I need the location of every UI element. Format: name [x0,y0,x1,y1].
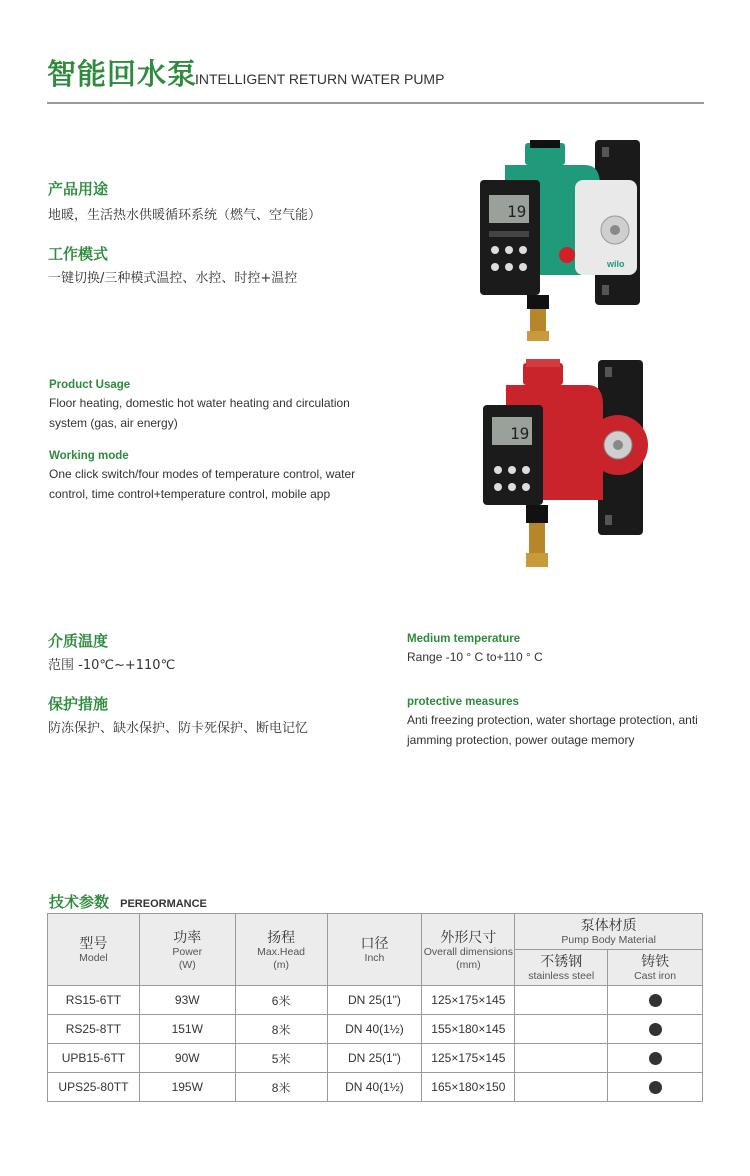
mode-text-en [49,464,389,504]
specs-title-en: PEREORMANCE [120,898,207,910]
cell-cast [608,986,703,1015]
header-cast-en: Cast iron [634,970,677,982]
cell-dims: 125×175×145 [422,986,515,1015]
header-power [139,914,235,986]
cell-power: 195W [139,1073,235,1102]
cell-inch: DN 25(1") [327,986,422,1015]
protection-line-1: Anti freezing protection, water shortage protection, anti [407,713,698,727]
display-digit: 19 [507,202,527,221]
table-row [48,1044,703,1073]
mode-line-2: control, time control+temperature control, mobile app [49,487,331,501]
header-stainless-cn: 不锈钢 [540,953,583,969]
header-head [235,914,327,986]
usage-text-en [49,393,389,433]
medium-text-en: Range -10 ° C to+110 ° C [407,650,543,664]
cell-cast [608,1073,703,1102]
header-material [515,914,703,950]
header-dims-en1: Overall dimensions [423,945,513,958]
medium-heading-en: Medium temperature [407,633,521,645]
cell-inch: DN 40(1½) [327,1015,422,1044]
header-cast [608,950,703,986]
header-model-cn: 型号 [79,935,108,951]
usage-text-cn: 地暖，生活热水供暖循环系统（燃气、空气能） [48,208,322,223]
table-row [48,1073,703,1102]
header-head-en2: (m) [273,958,289,971]
filled-dot-icon [649,994,662,1007]
medium-text-cn: 范围 -10℃~+110℃ [48,658,176,673]
green-pump-image [475,135,660,345]
page-title-cn: 智能回水泵 [47,57,198,91]
brand-label: wilo [607,259,625,269]
table-row [48,1015,703,1044]
display-digit-red: 19 [510,424,530,443]
specs-table-body [48,986,703,1102]
filled-dot-icon [649,1052,662,1065]
header-head-en1: Max.Head [257,945,306,958]
mode-text-cn: 一键切换/三种模式温控、水控、时控+温控 [48,271,298,286]
cell-inch: DN 25(1") [327,1044,422,1073]
cell-power: 90W [139,1044,235,1073]
header-power-cn: 功率 [173,928,202,945]
header-material-cn: 泵体材质 [580,917,637,933]
cell-inch: DN 40(1½) [327,1073,422,1102]
header-model-en: Model [79,952,108,964]
cell-stainless [515,986,608,1015]
mode-line-1: One click switch/four modes of temperature control, water [49,467,356,481]
header-dims-en2: (mm) [456,958,481,971]
cell-head: 6米 [235,986,327,1015]
protection-heading-cn: 保护措施 [48,695,109,713]
page-title-en: INTELLIGENT RETURN WATER PUMP [195,71,445,87]
cell-dims: 125×175×145 [422,1044,515,1073]
usage-line-2: system (gas, air energy) [49,416,178,430]
cell-head: 8米 [235,1073,327,1102]
header-material-en: Pump Body Material [561,934,656,946]
cell-head: 8米 [235,1015,327,1044]
header-model [48,914,140,986]
cell-dims: 165×180×150 [422,1073,515,1102]
cell-cast [608,1015,703,1044]
header-inch-en: Inch [364,952,385,964]
header-power-en2: (W) [178,958,196,971]
header-inch-cn: 口径 [360,935,389,951]
header-dims-cn: 外形尺寸 [440,928,497,945]
protection-heading-en: protective measures [407,696,519,708]
cell-model: RS25-8TT [48,1015,140,1044]
header-head-cn: 扬程 [267,928,296,945]
specs-title [49,891,207,912]
cell-cast [608,1044,703,1073]
filled-dot-icon [649,1081,662,1094]
cell-model: RS15-6TT [48,986,140,1015]
header-cast-cn: 铸铁 [641,953,670,969]
mode-heading-en: Working mode [49,450,129,462]
usage-heading-cn: 产品用途 [48,180,109,198]
header-stainless [515,950,608,986]
header-dims [422,914,515,986]
cell-model: UPB15-6TT [48,1044,140,1073]
header-inch [327,914,422,986]
cell-power: 93W [139,986,235,1015]
filled-dot-icon [649,1023,662,1036]
medium-heading-cn: 介质温度 [48,632,109,650]
cell-stainless [515,1044,608,1073]
usage-line-1: Floor heating, domestic hot water heating and circulation [49,396,350,410]
cell-stainless [515,1015,608,1044]
red-pump-image [478,355,658,577]
cell-head: 5米 [235,1044,327,1073]
header-power-en1: Power [172,945,203,958]
cell-power: 151W [139,1015,235,1044]
cell-dims: 155×180×145 [422,1015,515,1044]
specs-title-cn: 技术参数 [49,893,110,911]
protection-text-en [407,710,707,750]
mode-heading-cn: 工作模式 [48,245,109,263]
protection-line-2: jamming protection, power outage memory [407,733,635,747]
protection-text-cn: 防冻保护、缺水保护、防卡死保护、断电记忆 [48,721,309,736]
specs-table [47,913,703,1102]
cell-stainless [515,1073,608,1102]
table-row [48,986,703,1015]
header-stainless-en: stainless steel [528,970,595,982]
header-divider [47,102,704,104]
cell-model: UPS25-80TT [48,1073,140,1102]
usage-heading-en: Product Usage [49,379,131,391]
